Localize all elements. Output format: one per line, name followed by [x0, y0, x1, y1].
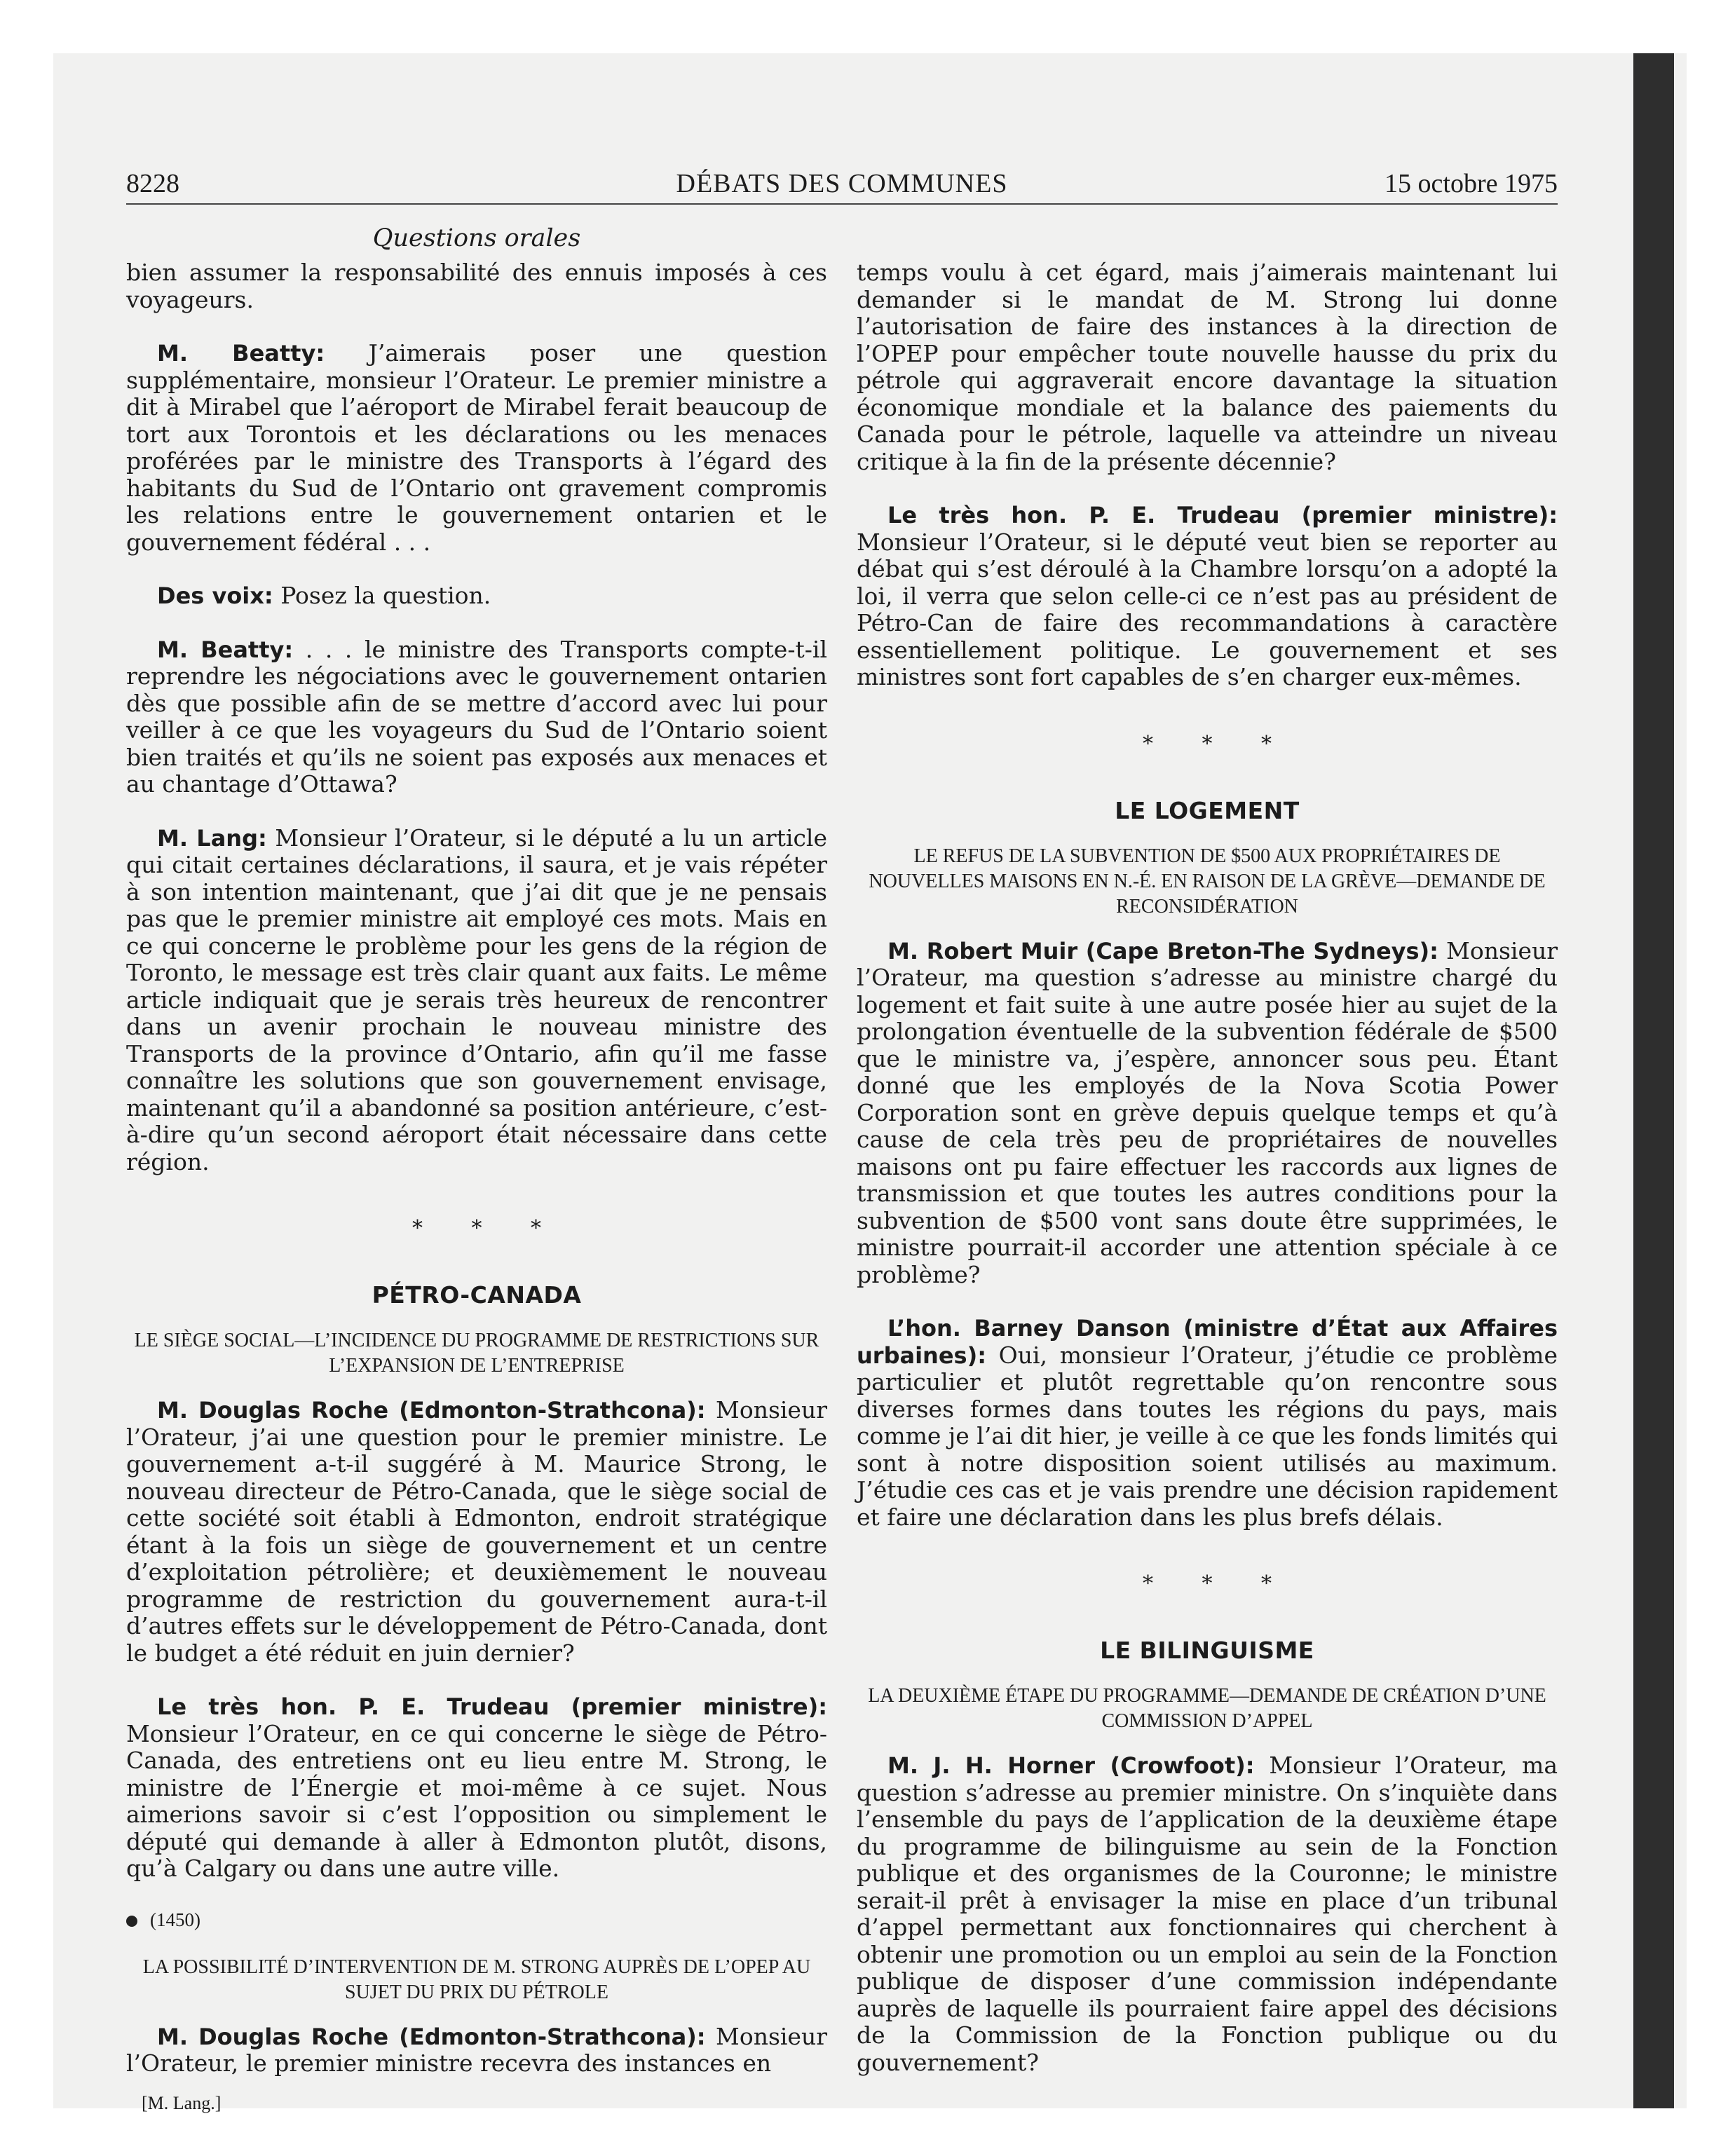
time-marker: [126, 1909, 827, 1931]
subsection-heading: LE REFUS DE LA SUBVENTION DE $500 AUX PROPRIÉTAIRES DE NOUVELLES MAISONS EN N.-É. EN RAISON DE LA GRÈVE—DEMANDE DE RECONSIDÉRATION: [869, 845, 1546, 917]
speech-text: J’aimerais poser une question supplémentaire, monsieur l’Orateur. Le premier ministre a dit à Mirabel que l’aéroport de Mirabel ferait beaucoup de tort aux Torontois et les déclarations ou les menaces proférées par le ministre des Transports à l’égard des habitants du Sud de l’Ontario ont gravement compromis les relations entre le gouvernement ontarien et le gouvernement fédéral . . .: [126, 339, 827, 556]
speech-text: Oui, monsieur l’Orateur, j’étudie ce problème particulier et plutôt regrettable qu’on rencontre sous diverses formes dans toutes les régions du pays, mais comme je l’ai dit hier, je veille à ce que les fonds limités qui sont à notre disposition soient utilisés au maximum. J’étudie ces cas et je vais prendre une décision rapidement et faire une déclaration dans les plus brefs délais.: [857, 1341, 1558, 1531]
speaker-name: Des voix:: [157, 582, 273, 609]
paragraph: [857, 502, 1558, 691]
section-heading: PÉTRO-CANADA: [372, 1281, 582, 1309]
binding-edge: [1633, 53, 1674, 2108]
speaker-name: M. J. H. Horner (Crowfoot):: [887, 1752, 1255, 1779]
paragraph: [857, 938, 1558, 1289]
section-separator: * * *: [411, 1216, 563, 1241]
publication-title: DÉBATS DES COMMUNES: [676, 169, 1008, 198]
speech-text: Monsieur l’Orateur, le premier ministre recevra des instances en: [126, 2022, 827, 2077]
speaker-name: M. Beatty:: [157, 636, 294, 663]
paragraph: [126, 582, 827, 610]
page-date: 15 octobre 1975: [1384, 169, 1558, 198]
section-heading: LE LOGEMENT: [1115, 796, 1300, 824]
speaker-name: M. Robert Muir (Cape Breton-The Sydneys):: [887, 937, 1438, 964]
paragraph: [126, 636, 827, 798]
section-separator: * * *: [1142, 1571, 1293, 1596]
speech-text: Monsieur l’Orateur, ma question s’adresse au premier ministre. On s’inquiète dans l’ensemble du pays de l’application de la deuxième étape du programme de bilinguisme au sein de la Fonction publique et des organismes de la Couronne; le ministre serait-il prêt à envisager la mise en place d’un tribunal d’appel permettant aux fonctionnaires qui cherchent à obtenir une promotion ou un emploi au sein de la Fonction publique de disposer d’une commission indépendante auprès de laquelle ils pourraient faire appel des décisions de la Commission de la Fonction publique ou du gouvernement?: [857, 1752, 1558, 2076]
subsection-heading: LE SIÈGE SOCIAL—L’INCIDENCE DU PROGRAMME DE RESTRICTIONS SUR L’EXPANSION DE L’ENTREPRISE: [134, 1330, 819, 1377]
speaker-name: L’hon. Barney Danson (ministre d’État aux Affaires urbaines):: [857, 1315, 1558, 1369]
speech-text: . . . le ministre des Transports compte-t-il reprendre les négociations avec le gouvernement ontarien dès que possible afin de se mettre d’accord avec lui pour veiller à ce que les voyageurs du Sud de l’Ontario soient bien traités et qu’ils ne soient pas exposés aux menaces et au chantage d’Ottawa?: [126, 635, 828, 798]
bullet-icon: [126, 1916, 137, 1927]
paragraph: [126, 340, 827, 556]
subsection-heading: LA POSSIBILITÉ D’INTERVENTION DE M. STRONG AUPRÈS DE L’OPEP AU SUJET DU PRIX DU PÉTROLE: [142, 1956, 811, 2003]
paragraph: [857, 1752, 1558, 2076]
paragraph: [126, 1397, 827, 1667]
speaker-name: Le très hon. P. E. Trudeau (premier ministre):: [887, 502, 1558, 528]
section-rubric: Questions orales: [372, 224, 581, 252]
paragraph: [126, 1693, 827, 1883]
paragraph: bien assumer la responsabilité des ennuis imposés à ces voyageurs.: [126, 259, 827, 313]
speaker-name: M. Beatty:: [157, 340, 325, 367]
section-separator: * * *: [1142, 731, 1293, 756]
section-heading: LE BILINGUISME: [1100, 1637, 1314, 1664]
footer-reference: [M. Lang.]: [142, 2092, 222, 2113]
speaker-name: M. Lang:: [157, 824, 267, 852]
speaker-name: M. Douglas Roche (Edmonton-Strathcona):: [157, 1397, 706, 1424]
speech-text: Monsieur l’Orateur, si le député a lu un article qui citait certaines déclarations, il saura, et je vais répéter à son intention maintenant, que j’ai dit que je ne pensais pas que le premier ministre ait employé ces mots. Mais en ce qui concerne le problème pour les gens de la région de Toronto, le message est très clair quant aux faits. Le même article indiquait que je serais très heureux de rencontrer dans un avenir prochain le nouveau ministre des Transports de la province d’Ontario, afin qu’il me fasse connaître les solutions que son gouvernement envisage, maintenant qu’il a abandonné sa position antérieure, c’est-à-dire qu’un second aéroport était nécessaire dans cette région.: [126, 824, 828, 1175]
time-marker-text: (1450): [150, 1909, 200, 1930]
paragraph: temps voulu à cet égard, mais j’aimerais maintenant lui demander si le mandat de M. Strong lui donne l’autorisation de faire des instances à la direction de l’OPEP pour empêcher toute nouvelle hausse du prix du pétrole qui aggraverait encore davantage la situation économique mondiale et la balance des paiements du Canada pour le pétrole, laquelle va atteindre un niveau critique à la fin de la présente décennie?: [857, 259, 1558, 475]
paragraph: [126, 825, 827, 1176]
speaker-name: Le très hon. P. E. Trudeau (premier ministre):: [157, 1693, 827, 1720]
speech-text: Monsieur l’Orateur, j’ai une question pour le premier ministre. Le gouvernement a-t-il suggéré à M. Maurice Strong, le nouveau directeur de Pétro-Canada, que le siège social de cette société soit établi à Edmonton, endroit stratégique étant à la fois un siège de gouvernement et un centre d’exploitation pétrolière; et deuxièmement le nouveau programme de restriction du gouvernement aura-t-il d’autres effets sur le développement de Pétro-Canada, dont le budget a été réduit en juin dernier?: [126, 1396, 827, 1667]
paragraph: [126, 2024, 827, 2077]
speech-text: Posez la question.: [273, 582, 491, 609]
subsection-heading: LA DEUXIÈME ÉTAPE DU PROGRAMME—DEMANDE DE CRÉATION D’UNE COMMISSION D’APPEL: [868, 1685, 1546, 1732]
speaker-name: M. Douglas Roche (Edmonton-Strathcona):: [157, 2023, 706, 2050]
speech-text: Monsieur l’Orateur, ma question s’adresse au ministre chargé du logement et fait suite à une autre posée hier au sujet de la prolongation éventuelle de la subvention fédérale de $500 que le ministre va, j’espère, annoncer sous peu. Étant donné que les employés de la Nova Scotia Power Corporation sont en grève depuis quelque temps et qu’à cause de cela très peu de propriétaires de nouvelles maisons ont pu faire effectuer les raccords aux lignes de transmission et que toutes les autres conditions pour la subvention de $500 vont sans doute être supprimées, le ministre pourrait-il accorder une attention spéciale à ce problème?: [857, 936, 1558, 1288]
paragraph: [857, 1315, 1558, 1531]
page-number: 8228: [126, 169, 179, 198]
right-column: [857, 259, 1558, 2076]
page-header: [126, 168, 1558, 205]
left-column: [126, 259, 827, 2114]
speech-text: Monsieur l’Orateur, en ce qui concerne le siège de Pétro-Canada, des entretiens ont eu lieu entre M. Strong, le ministre de l’Énergie et moi-même à ce sujet. Nous aimerions savoir si c’est l’opposition ou simplement le député qui demande à aller à Edmonton plutôt, disons, qu’à Calgary ou dans une autre ville.: [126, 1719, 827, 1882]
speech-text: Monsieur l’Orateur, si le député veut bien se reporter au débat qui s’est déroulé à la Chambre lorsqu’on a adopté la loi, il verra que selon celle-ci ce n’est pas au président de Pétro-Can de faire des recommandations à caractère essentiellement politique. Le gouvernement et ses ministres sont fort capables de s’en charger eux-mêmes.: [857, 528, 1558, 690]
